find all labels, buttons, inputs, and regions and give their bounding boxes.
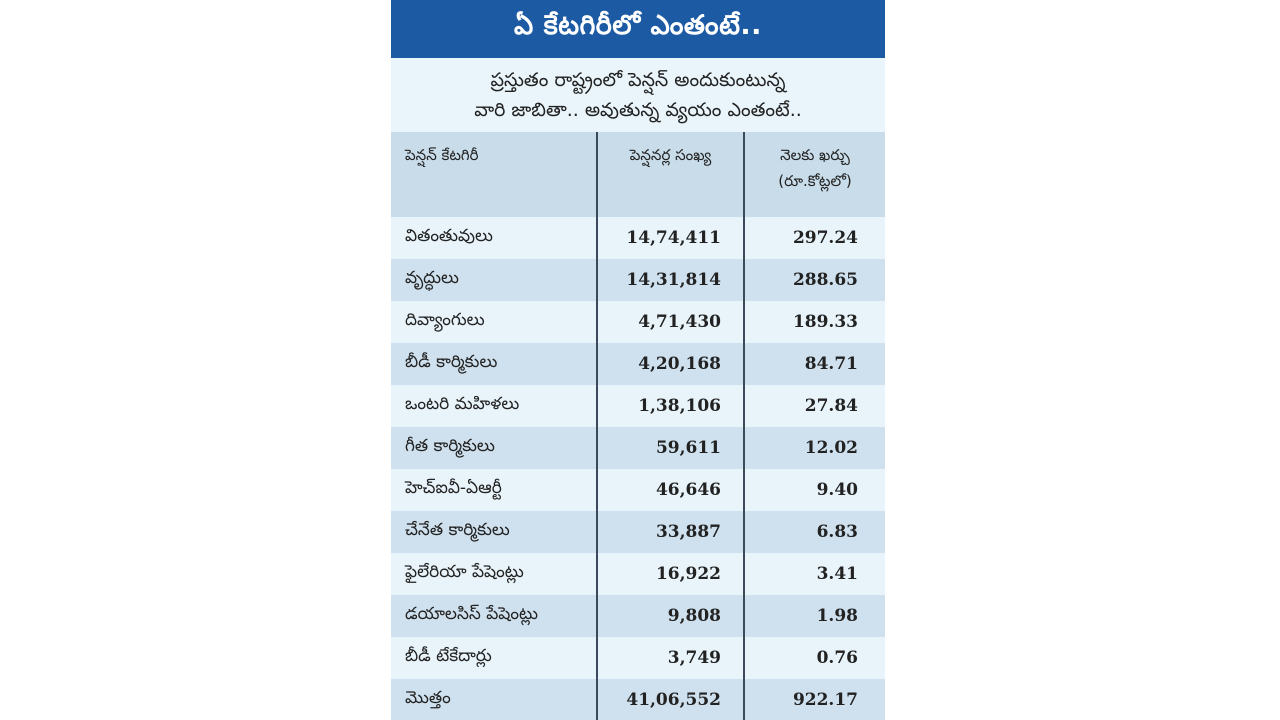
column-header-cost-line-2: (రూ.కోట్లలో): [778, 172, 852, 190]
row-cost: 1.98: [744, 595, 885, 637]
row-category: చేనేత కార్మికులు: [391, 511, 597, 553]
row-cost: 27.84: [744, 385, 885, 427]
row-count: 3,749: [597, 637, 744, 679]
column-header-category: పెన్షన్ కేటగిరీ: [391, 132, 597, 217]
row-category: దివ్యాంగులు: [391, 301, 597, 343]
table-row: [391, 553, 885, 595]
table-row: [391, 511, 885, 553]
row-category: డయాలసిస్ పేషెంట్లు: [391, 595, 597, 637]
row-category: ఫైలేరియా పేషెంట్లు: [391, 553, 597, 595]
row-count: 16,922: [597, 553, 744, 595]
row-count: 4,20,168: [597, 343, 744, 385]
row-category: ఒంటరి మహిళలు: [391, 385, 597, 427]
row-cost: 0.76: [744, 637, 885, 679]
row-count: 4,71,430: [597, 301, 744, 343]
row-count: 9,808: [597, 595, 744, 637]
row-count: 1,38,106: [597, 385, 744, 427]
row-cost: 3.41: [744, 553, 885, 595]
column-header-count: పెన్షనర్ల సంఖ్య: [597, 132, 744, 217]
row-category: వితంతువులు: [391, 217, 597, 259]
row-cost: 12.02: [744, 427, 885, 469]
subtitle-line-2: వారి జాబితా.. అవుతున్న వ్యయం ఎంతంటే..: [474, 99, 802, 121]
table-row: [391, 427, 885, 469]
table-row: [391, 469, 885, 511]
pension-table: [391, 132, 885, 720]
row-count: 14,31,814: [597, 259, 744, 301]
table-row: [391, 343, 885, 385]
row-cost: 84.71: [744, 343, 885, 385]
table-row: [391, 259, 885, 301]
row-category: వృద్ధులు: [391, 259, 597, 301]
row-count: 33,887: [597, 511, 744, 553]
table-row: [391, 385, 885, 427]
pension-infographic: [391, 0, 885, 720]
infographic-subtitle: [391, 58, 885, 132]
table-row: [391, 301, 885, 343]
row-category: గీత కార్మికులు: [391, 427, 597, 469]
subtitle-line-1: ప్రస్తుతం రాష్ట్రంలో పెన్షన్ అందుకుంటున్న: [490, 69, 786, 91]
column-header-cost: [744, 132, 885, 217]
row-cost: 288.65: [744, 259, 885, 301]
total-count: 41,06,552: [597, 679, 744, 720]
table-row: [391, 637, 885, 679]
row-category: బీడీ కార్మికులు: [391, 343, 597, 385]
infographic-title: ఏ కేటగిరీలో ఎంతంటే..: [391, 0, 885, 58]
row-count: 14,74,411: [597, 217, 744, 259]
row-cost: 189.33: [744, 301, 885, 343]
row-cost: 297.24: [744, 217, 885, 259]
total-cost: 922.17: [744, 679, 885, 720]
table-row: [391, 217, 885, 259]
row-cost: 9.40: [744, 469, 885, 511]
row-count: 59,611: [597, 427, 744, 469]
column-header-cost-line-1: నెలకు ఖర్చు: [780, 146, 850, 164]
row-category: బీడీ టేకేదార్లు: [391, 637, 597, 679]
table-row: [391, 595, 885, 637]
row-count: 46,646: [597, 469, 744, 511]
row-category: హెచ్ఐవీ-ఏఆర్టీ: [391, 469, 597, 511]
total-label: మొత్తం: [391, 679, 597, 720]
table-header-row: [391, 132, 885, 217]
table-total-row: [391, 679, 885, 720]
row-cost: 6.83: [744, 511, 885, 553]
